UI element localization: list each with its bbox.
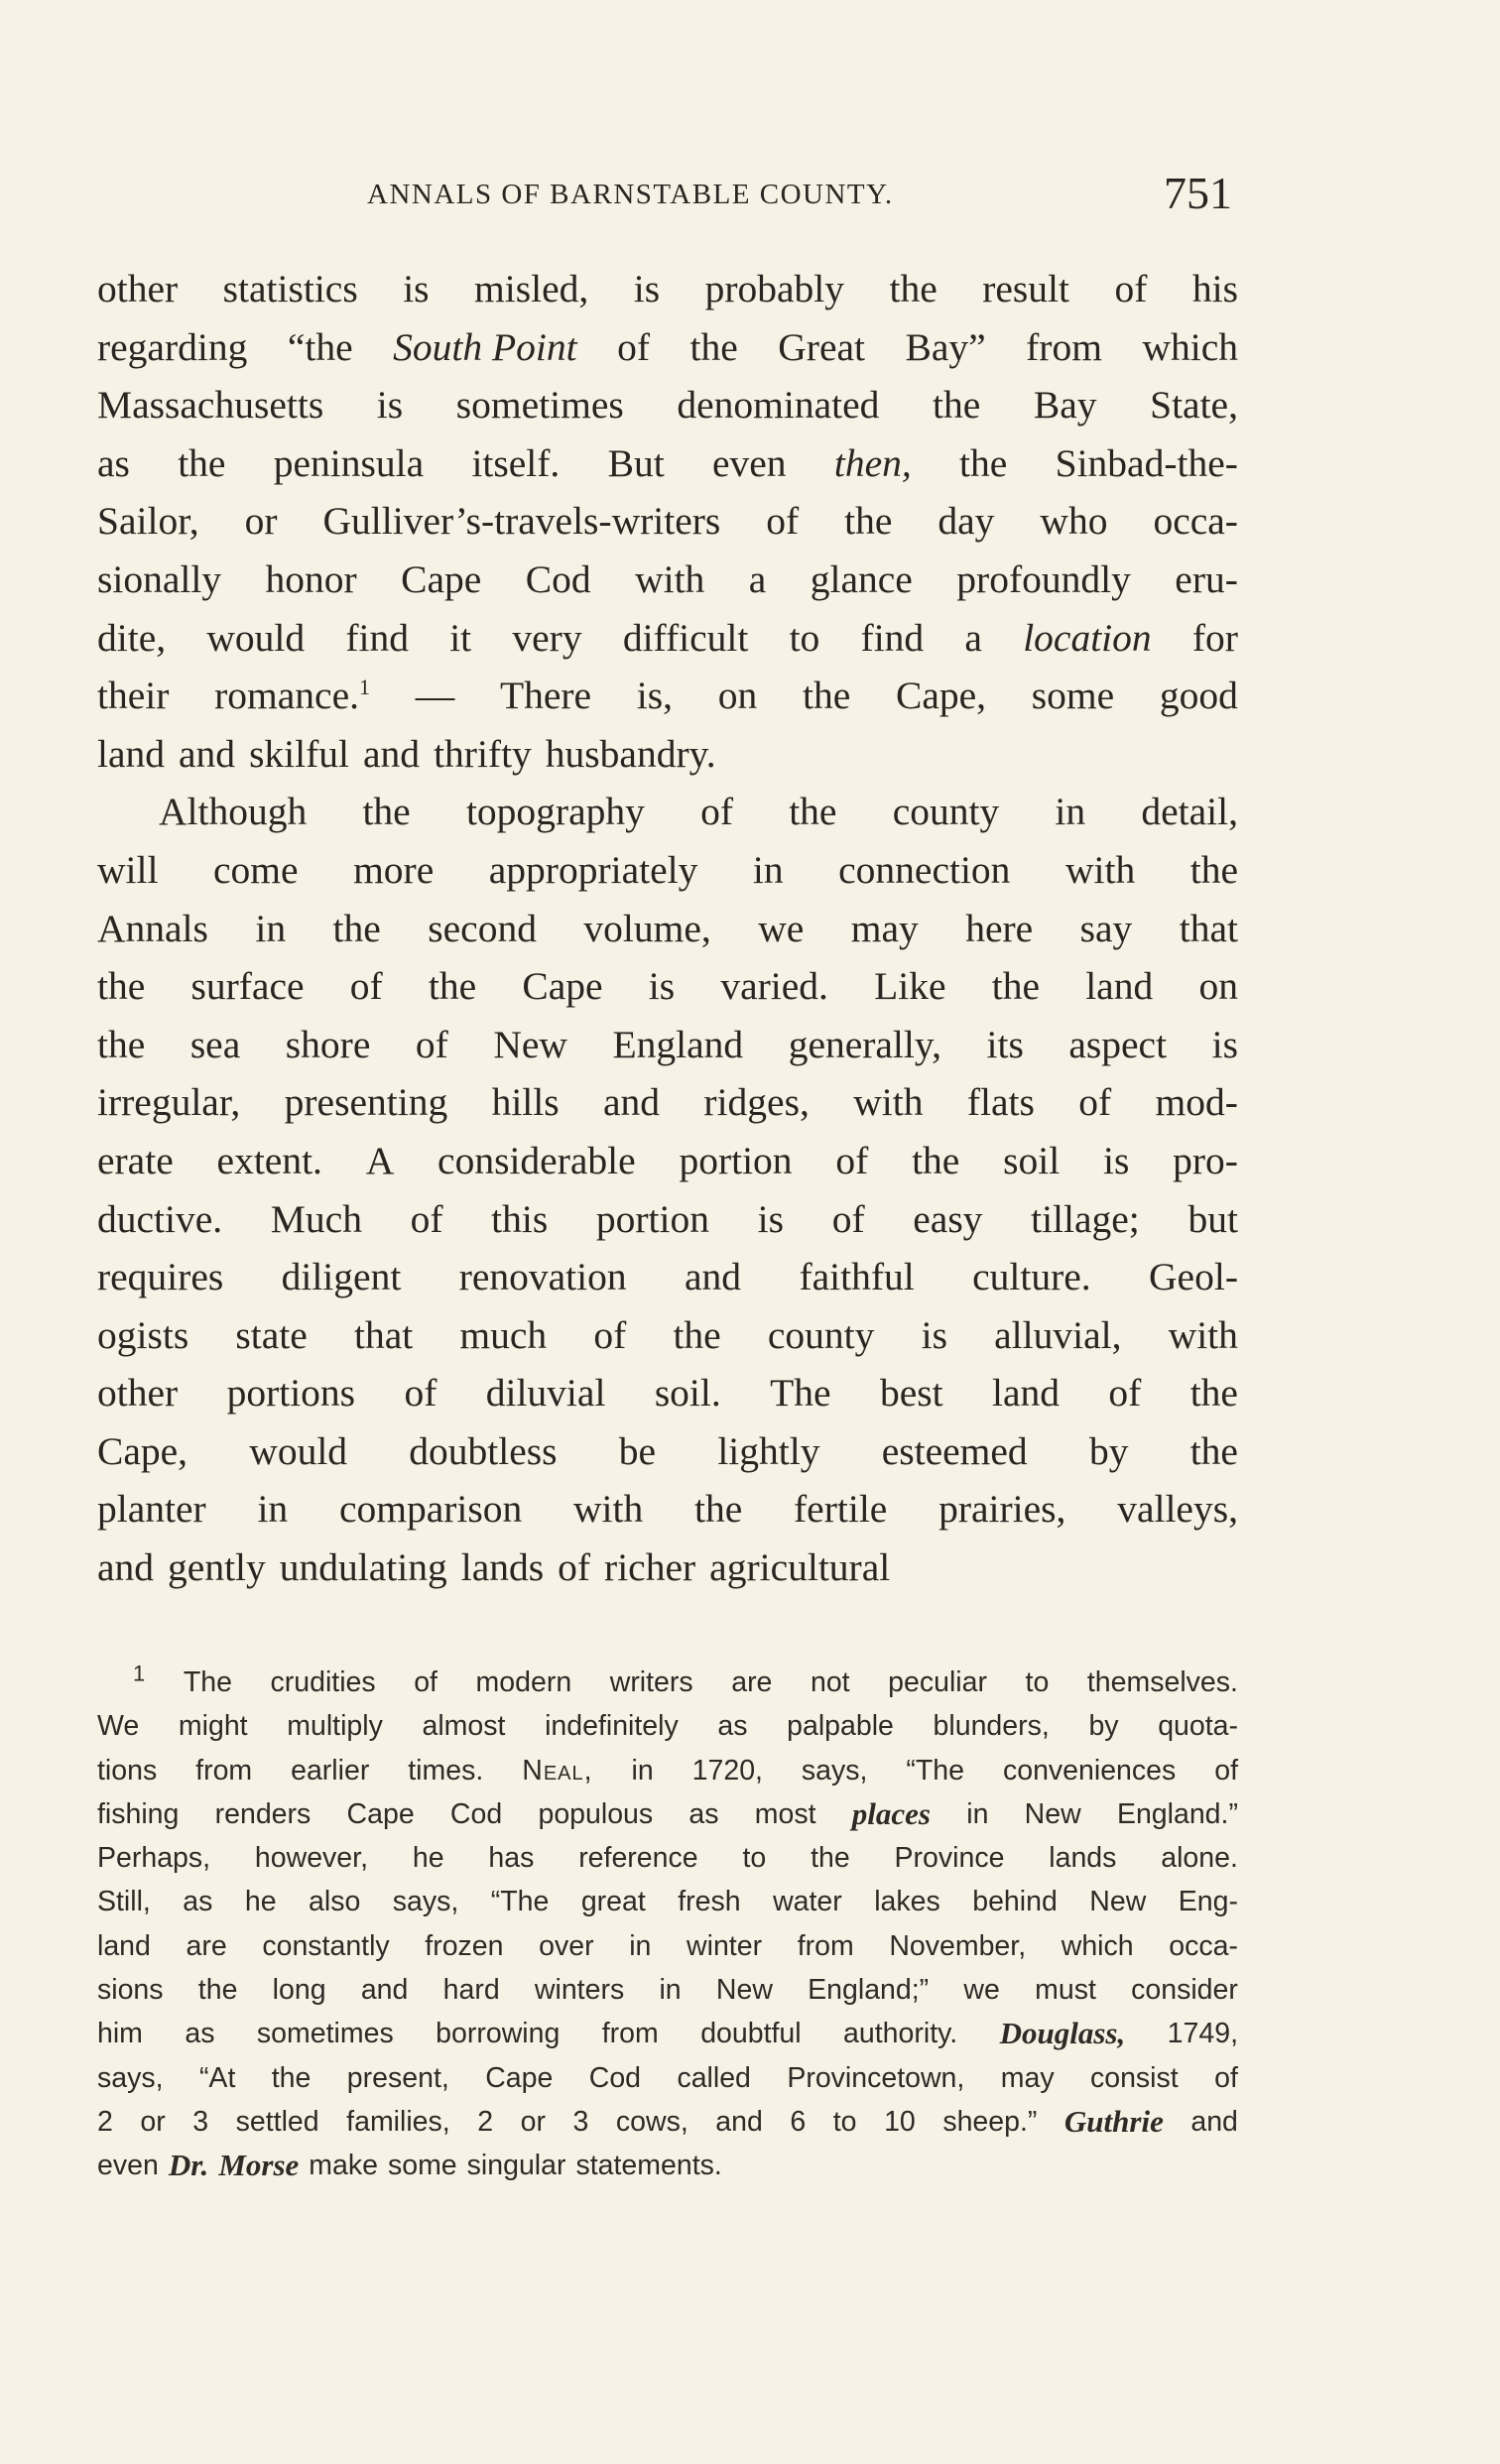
- text-line: erate extent. A considerable portion of the soil is pro-: [97, 1138, 1238, 1182]
- footnote-line: land are constantly frozen over in winter from November, which occa-: [97, 1929, 1238, 1962]
- text-line: as the peninsula itself. But even then, the Sinbad-the-: [97, 440, 1238, 485]
- text-line: other statistics is misled, is probably the result of his: [97, 267, 1238, 310]
- footnote-line: land and skilful and thrifty husbandry.: [97, 731, 716, 776]
- text-line: Annals in the second volume, we may here say that: [97, 906, 1238, 950]
- footnote-line: Perhaps, however, he has reference to the Province lands alone.: [97, 1842, 1238, 1875]
- text-line: Cape, would doubtless be lightly esteemed by the: [97, 1428, 1238, 1473]
- text-line: requires diligent renovation and faithful culture. Geol-: [97, 1255, 1238, 1299]
- text-line: irregular, presenting hills and ridges, with flats of mod-: [97, 1080, 1238, 1125]
- footnote-line: sions the long and hard winters in New England;” we must consider: [97, 1974, 1238, 2007]
- text-line: planter in comparison with the fertile prairies, valleys,: [97, 1487, 1238, 1532]
- text-line: other portions of diluvial soil. The best land of the: [97, 1371, 1238, 1416]
- footnote-line: and gently undulating lands of richer agricultural: [97, 1545, 891, 1590]
- footnote-line: says, “At the present, Cape Cod called Provincetown, may consist of: [97, 2061, 1238, 2094]
- footnote-line: $^1$ The crudities of modern writers are not peculiar to themselves.: [133, 1661, 1238, 1698]
- text-line: the sea shore of New England generally, its aspect is: [97, 1022, 1238, 1066]
- footnotes: [97, 1661, 1238, 2188]
- body-text: [97, 260, 1238, 1597]
- footnote-line: even Dr. Morse make some singular statements.: [97, 2148, 722, 2183]
- text-line: dite, would find it very difficult to find a location for: [97, 615, 1238, 660]
- footnote-line: We might multiply almost indefinitely as palpable blunders, by quota-: [97, 1710, 1238, 1743]
- page-header: [357, 167, 1240, 226]
- text-line: Sailor, or Gulliver’s-travels-writers of the day who occa-: [97, 499, 1238, 544]
- footnote-line: tions from earlier times. Neal, in 1720, says, “The conveniences of: [97, 1754, 1238, 1786]
- text-line: ductive. Much of this portion is of easy tillage; but: [97, 1196, 1238, 1241]
- footnote-line: him as sometimes borrowing from doubtful authority. Douglass, 1749,: [97, 2016, 1238, 2051]
- footnote-line: fishing renders Cape Cod populous as most places in New England.”: [97, 1795, 1238, 1831]
- text-line: the surface of the Cape is varied. Like the land on: [97, 964, 1238, 1009]
- text-line: regarding “the South Point of the Great Bay” from which: [97, 324, 1238, 369]
- page-number: 751: [1164, 168, 1232, 218]
- text-line: will come more appropriately in connection with the: [97, 847, 1238, 892]
- running-head: ANNALS OF BARNSTABLE COUNTY.: [367, 179, 894, 210]
- footnote-line: Still, as he also says, “The great fresh water lakes behind New Eng-: [97, 1886, 1238, 1918]
- footnote-line: Although the topography of the county in detail,: [159, 790, 1238, 834]
- text-line: their romance.$^1$ — There is, on the Cape, some good: [97, 674, 1238, 718]
- footnote-line: 2 or 3 settled families, 2 or 3 cows, and 6 to 10 sheep.” Guthrie and: [97, 2103, 1238, 2139]
- text-line: ogists state that much of the county is alluvial, with: [97, 1312, 1238, 1357]
- text-line: sionally honor Cape Cod with a glance profoundly eru-: [97, 556, 1238, 601]
- text-line: Massachusetts is sometimes denominated the Bay State,: [97, 383, 1238, 428]
